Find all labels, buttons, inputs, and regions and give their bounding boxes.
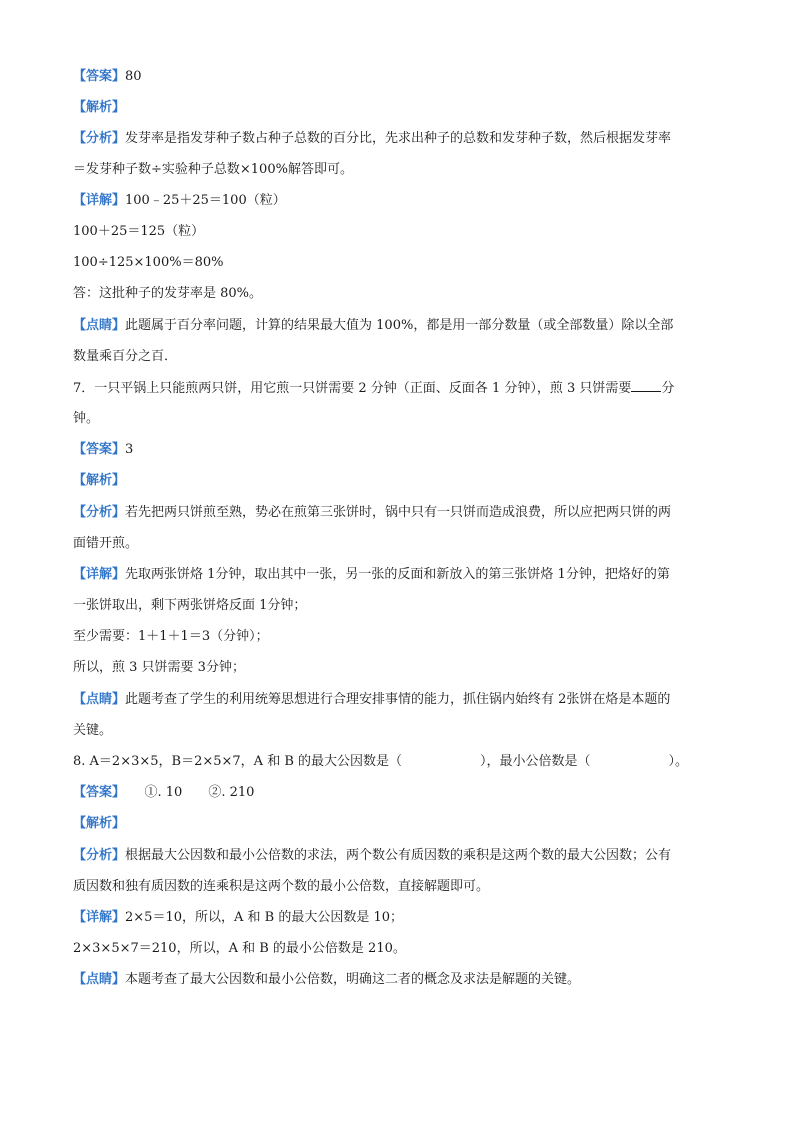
fenxi-line [73,847,733,865]
question-8 [73,753,733,771]
analysis-heading [73,815,733,833]
dianjing-text: 此题考查了学生的利用统筹思想进行合理安排事情的能力，抓住锅内始终有 2张饼在烙是本题的 [125,692,671,707]
question-text: 8. A＝2×3×5，B＝2×5×7，A 和 B 的最大公因数是（ ），最小公倍数是（ ）。 [73,754,689,769]
text-content: 2×3×5×7＝210，所以，A 和 B 的最小公倍数是 210。 [73,941,406,956]
detail-text: 先取两张饼烙 1分钟，取出其中一张，另一张的反面和新放入的第三张饼烙 1分钟，把烙好的第 [125,567,670,582]
text-line [73,348,733,366]
text-content: ＝发芽种子数÷实验种子总数×100%解答即可。 [73,162,353,177]
text-line [73,659,733,677]
text-line [73,285,733,303]
fenxi-tag: 【分析】 [73,131,126,146]
fenxi-text: 根据最大公因数和最小公倍数的求法，两个数公有质因数的乘积是这两个数的最大公因数；公有 [125,848,672,863]
text-line [73,254,733,272]
text-line [73,535,733,553]
answer-line [73,441,733,459]
detail-line [73,566,733,584]
dianjing-tag: 【点睛】 [73,972,126,987]
dianjing-text: 本题考查了最大公因数和最小公倍数，明确这二者的概念及求法是解题的关键。 [125,972,581,987]
text-line [73,597,733,615]
dianjing-text: 此题属于百分率问题，计算的结果最大值为 100%，都是用一部分数量（或全部数量）除以全部 [125,318,674,333]
answer-text: ①. 10 ②. 210 [118,785,255,800]
fenxi-tag: 【分析】 [73,848,126,863]
text-content: 所以，煎 3 只饼需要 3分钟； [73,660,245,675]
dianjing-tag: 【点睛】 [73,692,126,707]
answer-line [73,68,733,86]
text-content: 100＋25＝125（粒） [73,224,205,239]
detail-tag: 【详解】 [73,193,126,208]
analysis-tag: 【解析】 [73,816,126,831]
detail-line [73,909,733,927]
analysis-heading [73,99,733,117]
answer-blank [631,379,661,392]
text-line [73,940,733,958]
text-line [73,161,733,179]
dianjing-tag: 【点睛】 [73,318,126,333]
text-line [73,410,733,428]
detail-text: 2×5＝10，所以，A 和 B 的最大公因数是 10； [125,910,404,925]
question-7 [73,379,733,398]
fenxi-text: 发芽率是指发芽种子数占种子总数的百分比，先求出种子的总数和发芽种子数，然后根据发芽率 [125,131,672,146]
answer-tag: 【答案】 [73,69,126,84]
detail-line [73,192,733,210]
text-content: 质因数和独有质因数的连乘积是这两个数的最小公倍数，直接解题即可。 [73,879,490,894]
text-content: 答：这批种子的发芽率是 80%。 [73,286,263,301]
fenxi-text: 若先把两只饼煎至熟，势必在煎第三张饼时，锅中只有一只饼而造成浪费，所以应把两只饼的两 [125,505,672,520]
text-content: 钟。 [73,411,100,426]
detail-text: 100﹣25＋25＝100（粒） [125,193,286,208]
dianjing-line [73,317,733,335]
text-line [73,878,733,896]
detail-tag: 【详解】 [73,910,126,925]
text-content: 面错开煎。 [73,536,139,551]
fenxi-line [73,504,733,522]
answer-text: 3 [125,442,134,457]
detail-tag: 【详解】 [73,567,126,582]
analysis-heading [73,472,733,490]
fenxi-line [73,130,733,148]
text-content: 关键。 [73,723,113,738]
dianjing-line [73,971,733,989]
answer-line [73,784,733,802]
fenxi-tag: 【分析】 [73,505,126,520]
text-line [73,628,733,646]
answer-tag: 【答案】 [73,442,126,457]
text-line [73,722,733,740]
question-text: 7．一只平锅上只能煎两只饼，用它煎一只饼需要 2 分钟（正面、反面各 1 分钟），煎 3 只饼需要 [73,381,632,396]
question-text-after-blank: 分 [661,381,675,396]
dianjing-line [73,691,733,709]
text-line [73,223,733,241]
analysis-tag: 【解析】 [73,100,126,115]
answer-text: 80 [125,69,142,84]
text-content: 数量乘百分之百． [73,349,178,364]
text-content: 至少需要：1＋1＋1＝3（分钟）； [73,629,269,644]
text-content: 100÷125×100%＝80% [73,255,224,270]
analysis-tag: 【解析】 [73,473,126,488]
answer-tag: 【答案】 [73,785,119,800]
text-content: 一张饼取出，剩下两张饼烙反面 1分钟； [73,598,307,613]
